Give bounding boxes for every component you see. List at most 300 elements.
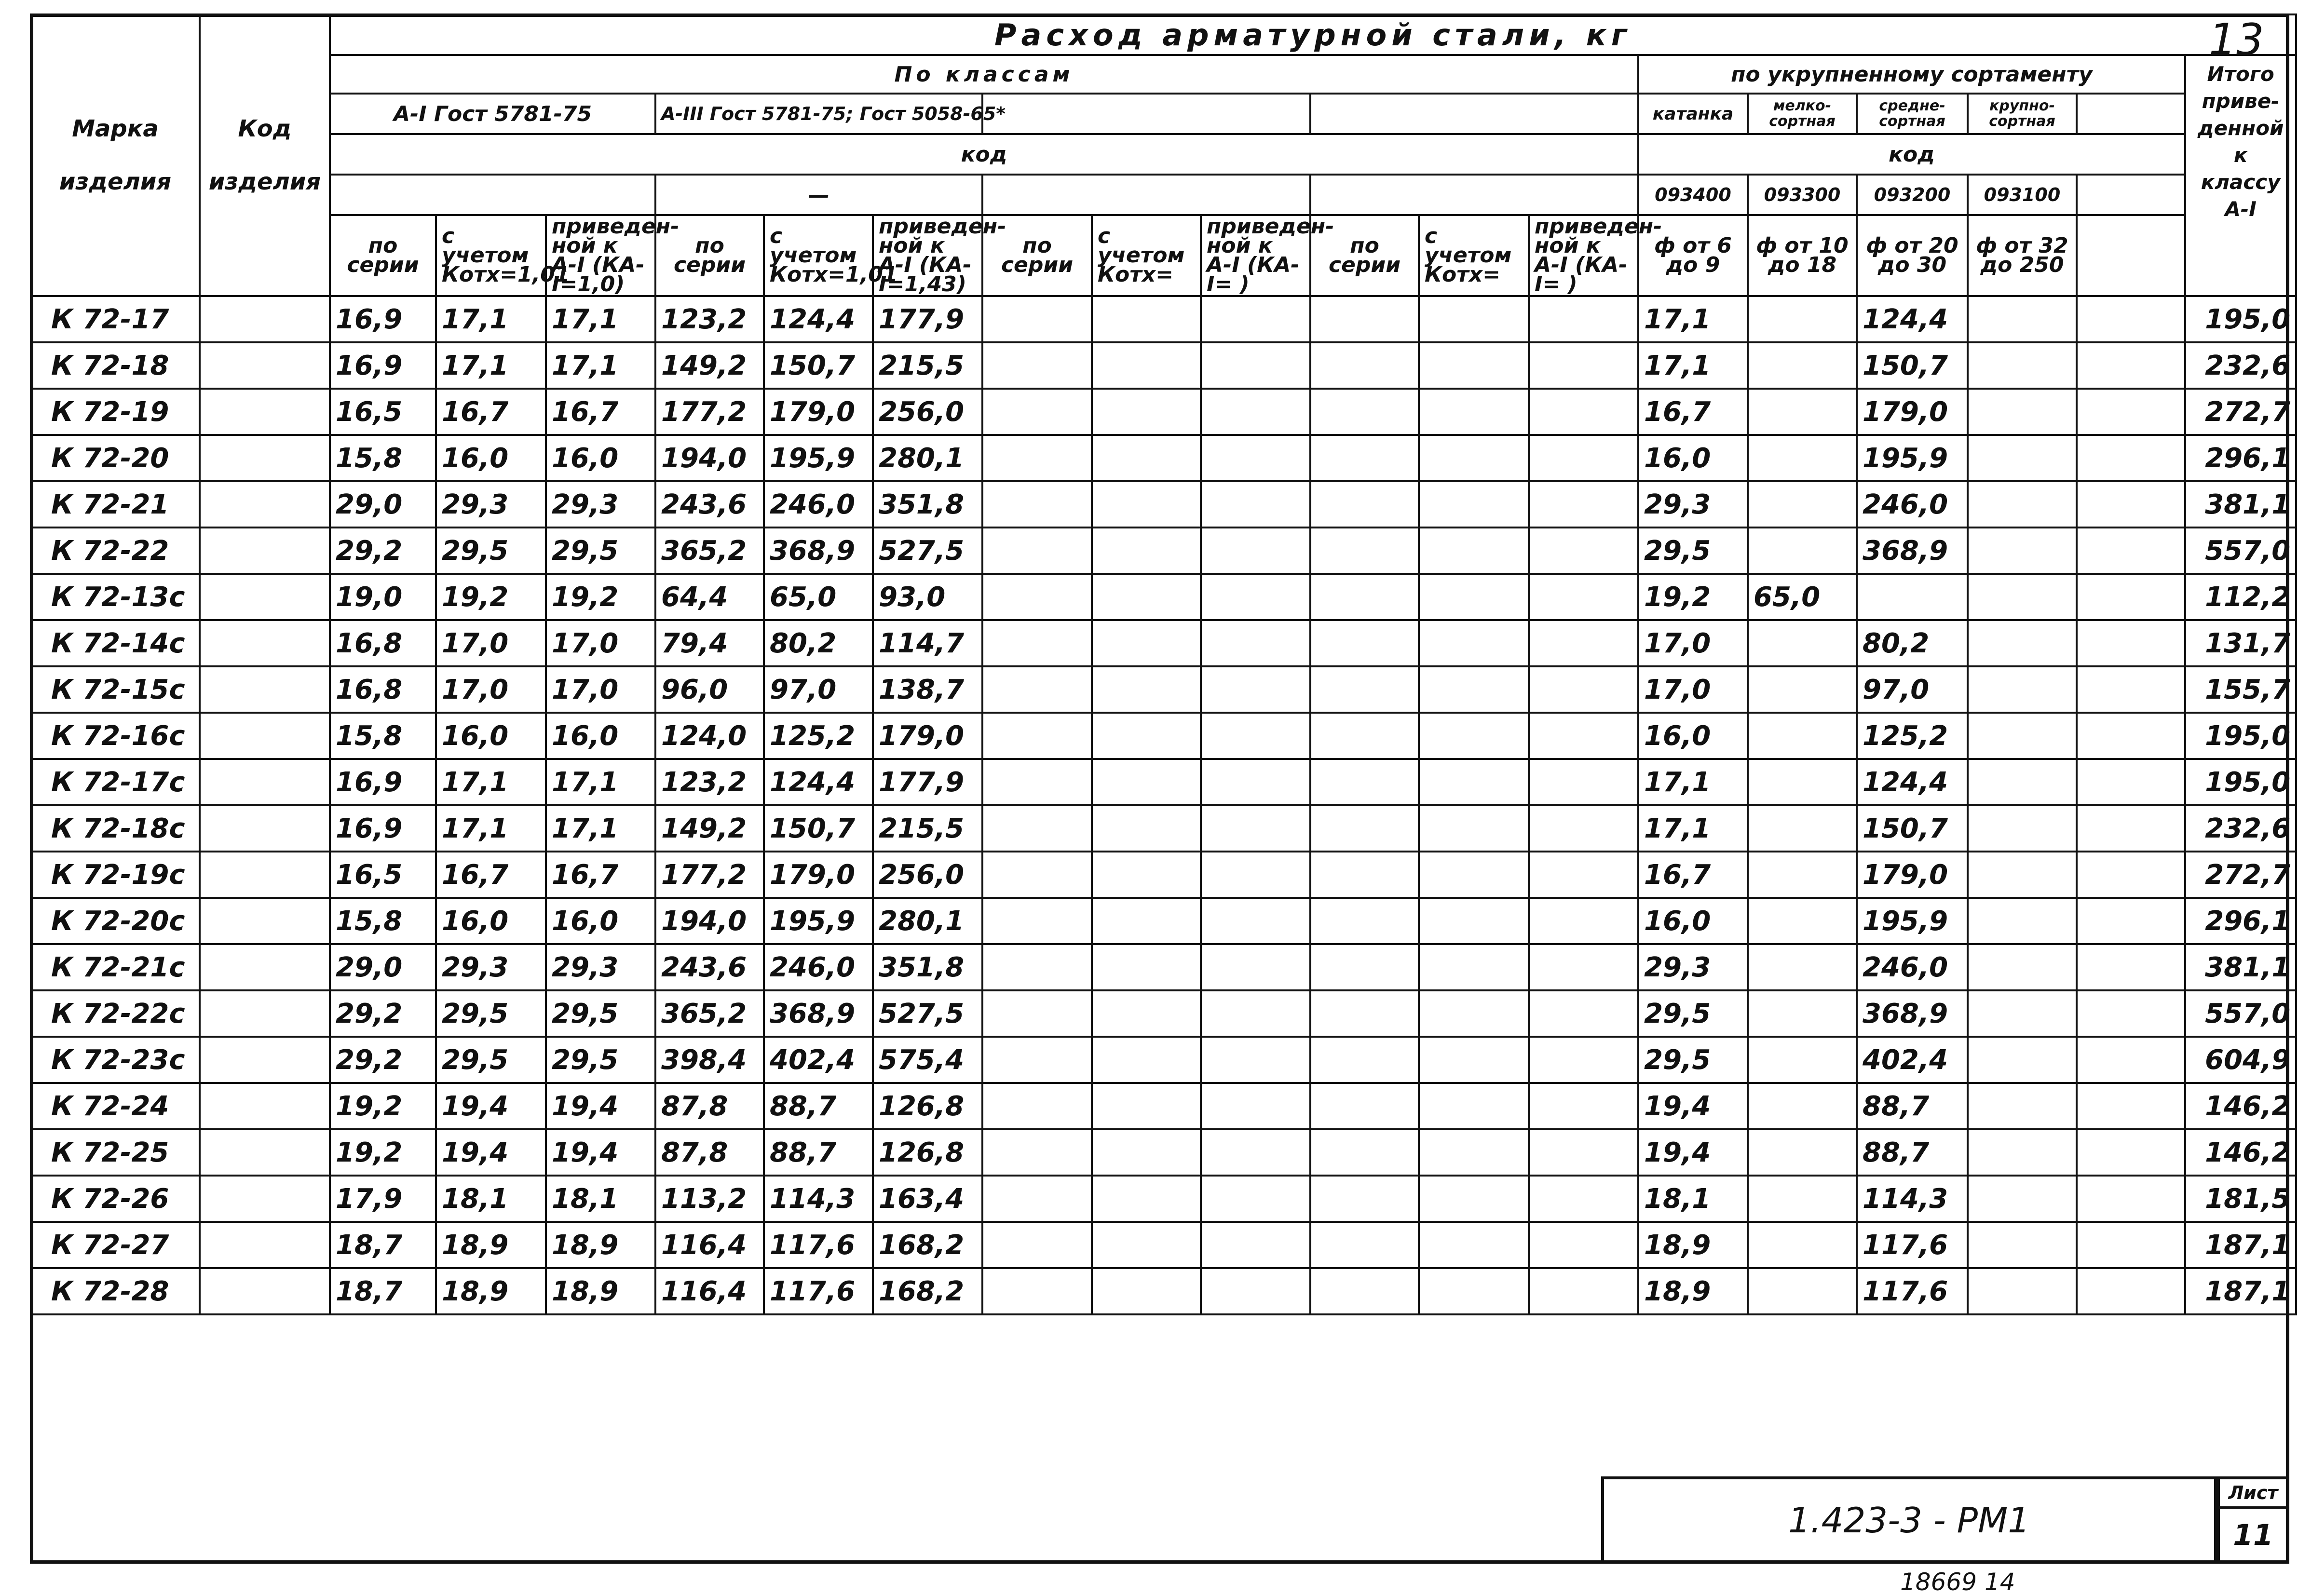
cell-e6 (1529, 1037, 1638, 1083)
code-093100: 093100 (1968, 175, 2077, 215)
cell-e5 (1419, 1222, 1529, 1268)
katanka-header: катанка (1638, 94, 1748, 134)
cell-c1: 16,9 (330, 296, 436, 342)
cell-m (1748, 990, 1857, 1037)
cell-e4 (1310, 898, 1419, 944)
cell-mark: К 72-22 (31, 527, 200, 574)
cell-c3: 17,1 (546, 342, 655, 389)
cell-c2: 29,3 (436, 481, 546, 527)
table-row (31, 1222, 2296, 1268)
cell-s: 179,0 (1857, 852, 1968, 898)
cell-code (200, 1129, 330, 1176)
cell-c6: 168,2 (873, 1268, 982, 1314)
cell-c1: 29,0 (330, 944, 436, 990)
cell-e5 (1419, 435, 1529, 481)
cell-c6: 177,9 (873, 296, 982, 342)
cell-c1: 16,5 (330, 852, 436, 898)
cell-e5 (1419, 342, 1529, 389)
cell-mark: К 72-17 (31, 296, 200, 342)
cell-code (200, 898, 330, 944)
table-row (31, 759, 2296, 805)
cell-c2: 18,1 (436, 1176, 546, 1222)
cell-c4: 177,2 (655, 389, 764, 435)
cell-e1 (982, 759, 1092, 805)
cell-mark: К 72-25 (31, 1129, 200, 1176)
cell-e3 (1201, 435, 1310, 481)
cell-c1: 17,9 (330, 1176, 436, 1222)
cell-c5: 195,9 (764, 435, 873, 481)
assort-empty (2077, 94, 2185, 134)
cell-e4 (1310, 759, 1419, 805)
cell-m (1748, 1083, 1857, 1129)
e2-by-series-header: по серии (1310, 215, 1419, 296)
cell-kr (1968, 296, 2077, 342)
cell-e4 (1310, 481, 1419, 527)
cell-c6: 126,8 (873, 1129, 982, 1176)
cell-kr (1968, 1037, 2077, 1083)
cell-m (1748, 713, 1857, 759)
cell-code (200, 574, 330, 620)
cell-s: 117,6 (1857, 1222, 1968, 1268)
cell-kr (1968, 481, 2077, 527)
cell-e6 (1529, 1268, 1638, 1314)
cell-e5 (1419, 898, 1529, 944)
cell-e1 (982, 1083, 1092, 1129)
cell-c1: 29,0 (330, 481, 436, 527)
cell-c2: 16,0 (436, 435, 546, 481)
cell-c4: 194,0 (655, 435, 764, 481)
cell-x (2077, 1037, 2185, 1083)
cell-c5: 65,0 (764, 574, 873, 620)
cell-m (1748, 527, 1857, 574)
cell-e6 (1529, 852, 1638, 898)
cell-total: 187,1 (2185, 1268, 2296, 1314)
cell-c1: 16,8 (330, 620, 436, 666)
cell-mark: К 72-19с (31, 852, 200, 898)
cell-c5: 80,2 (764, 620, 873, 666)
cell-e3 (1201, 1268, 1310, 1314)
cell-k: 17,1 (1638, 759, 1748, 805)
cell-k: 19,4 (1638, 1083, 1748, 1129)
cell-total: 155,7 (2185, 666, 2296, 713)
cell-x (2077, 296, 2185, 342)
code-header: Код изделия (200, 14, 330, 296)
cell-c2: 17,1 (436, 296, 546, 342)
cell-s: 114,3 (1857, 1176, 1968, 1222)
cell-mark: К 72-26 (31, 1176, 200, 1222)
cell-c6: 138,7 (873, 666, 982, 713)
cell-total: 232,6 (2185, 342, 2296, 389)
cell-e5 (1419, 805, 1529, 852)
cell-e3 (1201, 898, 1310, 944)
cell-c2: 17,1 (436, 759, 546, 805)
cell-code (200, 435, 330, 481)
cell-c1: 16,5 (330, 389, 436, 435)
code-empty (2077, 175, 2185, 215)
cell-code (200, 481, 330, 527)
cell-e6 (1529, 1083, 1638, 1129)
code-093200: 093200 (1857, 175, 1968, 215)
cell-e1 (982, 1222, 1092, 1268)
cell-e5 (1419, 990, 1529, 1037)
cell-c3: 17,0 (546, 666, 655, 713)
cell-e4 (1310, 342, 1419, 389)
cell-code (200, 805, 330, 852)
cell-e3 (1201, 481, 1310, 527)
cell-mark: К 72-19 (31, 389, 200, 435)
cell-kr (1968, 1268, 2077, 1314)
cell-s: 150,7 (1857, 805, 1968, 852)
code-cell-e2 (1310, 175, 1638, 215)
cell-e5 (1419, 389, 1529, 435)
class-a1-header: А-I Гост 5781-75 (330, 94, 655, 134)
cell-c5: 125,2 (764, 713, 873, 759)
cell-mark: К 72-21 (31, 481, 200, 527)
cell-s: 80,2 (1857, 620, 1968, 666)
cell-k: 17,0 (1638, 620, 1748, 666)
cell-c3: 19,2 (546, 574, 655, 620)
cell-c2: 17,0 (436, 666, 546, 713)
title-block-code: 1.423-3 - РМ1 (1601, 1476, 2217, 1564)
cell-c5: 117,6 (764, 1222, 873, 1268)
cell-c3: 16,0 (546, 713, 655, 759)
cell-c4: 116,4 (655, 1268, 764, 1314)
code-cell-a3: — (655, 175, 982, 215)
cell-c1: 15,8 (330, 898, 436, 944)
cell-kr (1968, 898, 2077, 944)
cell-e2 (1092, 1222, 1201, 1268)
cell-m (1748, 898, 1857, 944)
cell-c1: 16,9 (330, 342, 436, 389)
cell-c6: 114,7 (873, 620, 982, 666)
cell-x (2077, 620, 2185, 666)
cell-e2 (1092, 852, 1201, 898)
cell-c5: 88,7 (764, 1129, 873, 1176)
cell-c4: 365,2 (655, 527, 764, 574)
cell-e1 (982, 342, 1092, 389)
cell-e6 (1529, 574, 1638, 620)
cell-k: 17,1 (1638, 296, 1748, 342)
cell-e5 (1419, 527, 1529, 574)
cell-m (1748, 389, 1857, 435)
cell-x (2077, 389, 2185, 435)
cell-c2: 18,9 (436, 1222, 546, 1268)
e2-with-k-header: с учетом Котх= (1419, 215, 1529, 296)
cell-c3: 18,9 (546, 1222, 655, 1268)
cell-c6: 256,0 (873, 389, 982, 435)
cell-e4 (1310, 990, 1419, 1037)
cell-e3 (1201, 296, 1310, 342)
by-assortment-header: по укрупненному сортаменту (1638, 55, 2185, 94)
cell-mark: К 72-15с (31, 666, 200, 713)
cell-e4 (1310, 713, 1419, 759)
cell-m (1748, 296, 1857, 342)
cell-c4: 124,0 (655, 713, 764, 759)
cell-k: 18,9 (1638, 1268, 1748, 1314)
cell-s: 88,7 (1857, 1129, 1968, 1176)
cell-e5 (1419, 666, 1529, 713)
cell-c3: 18,1 (546, 1176, 655, 1222)
cell-x (2077, 1176, 2185, 1222)
cell-e3 (1201, 389, 1310, 435)
cell-e4 (1310, 1268, 1419, 1314)
cell-c5: 150,7 (764, 805, 873, 852)
cell-c6: 280,1 (873, 435, 982, 481)
sheet-number-box (2217, 1476, 2289, 1564)
cell-e1 (982, 898, 1092, 944)
cell-total: 272,7 (2185, 389, 2296, 435)
inventory-number: 18669 14 (1900, 1568, 2015, 1596)
cell-c2: 29,5 (436, 527, 546, 574)
dia-6-9-header: ф от 6 до 9 (1638, 215, 1748, 296)
table-row (31, 1129, 2296, 1176)
a1-with-k-header: с учетом Котх=1,01 (436, 215, 546, 296)
cell-code (200, 1083, 330, 1129)
cell-m (1748, 1037, 1857, 1083)
cell-c2: 16,7 (436, 389, 546, 435)
cell-code (200, 1222, 330, 1268)
cell-x (2077, 852, 2185, 898)
cell-kr (1968, 1176, 2077, 1222)
cell-c3: 17,1 (546, 759, 655, 805)
code-093400: 093400 (1638, 175, 1748, 215)
table-row (31, 481, 2296, 527)
cell-s: 368,9 (1857, 990, 1968, 1037)
cell-code (200, 1268, 330, 1314)
cell-c2: 17,0 (436, 620, 546, 666)
dia-10-18-header: ф от 10 до 18 (1748, 215, 1857, 296)
cell-k: 19,2 (1638, 574, 1748, 620)
table-row (31, 1083, 2296, 1129)
cell-x (2077, 435, 2185, 481)
table-row (31, 898, 2296, 944)
cell-mark: К 72-14с (31, 620, 200, 666)
cell-mark: К 72-18 (31, 342, 200, 389)
cell-e4 (1310, 944, 1419, 990)
cell-e1 (982, 435, 1092, 481)
cell-e5 (1419, 1083, 1529, 1129)
cell-c4: 365,2 (655, 990, 764, 1037)
cell-c5: 246,0 (764, 944, 873, 990)
cell-kr (1968, 713, 2077, 759)
cell-mark: К 72-28 (31, 1268, 200, 1314)
cell-k: 29,5 (1638, 1037, 1748, 1083)
cell-c1: 29,2 (330, 990, 436, 1037)
table-row (31, 389, 2296, 435)
cell-c2: 16,0 (436, 713, 546, 759)
cell-total: 557,0 (2185, 990, 2296, 1037)
cell-c4: 243,6 (655, 481, 764, 527)
cell-e6 (1529, 1129, 1638, 1176)
cell-c1: 18,7 (330, 1222, 436, 1268)
cell-x (2077, 1129, 2185, 1176)
cell-c3: 17,0 (546, 620, 655, 666)
cell-x (2077, 805, 2185, 852)
cell-c1: 15,8 (330, 435, 436, 481)
cell-k: 16,0 (1638, 713, 1748, 759)
cell-e1 (982, 1037, 1092, 1083)
cell-e3 (1201, 990, 1310, 1037)
cell-c4: 398,4 (655, 1037, 764, 1083)
cell-c5: 124,4 (764, 759, 873, 805)
cell-e2 (1092, 666, 1201, 713)
class-empty-2 (1310, 94, 1638, 134)
cell-k: 16,0 (1638, 898, 1748, 944)
cell-c3: 29,5 (546, 1037, 655, 1083)
cell-total: 557,0 (2185, 527, 2296, 574)
cell-total: 232,6 (2185, 805, 2296, 852)
cell-e1 (982, 1176, 1092, 1222)
cell-s: 124,4 (1857, 759, 1968, 805)
cell-e1 (982, 574, 1092, 620)
by-classes-header: По классам (330, 55, 1638, 94)
cell-e5 (1419, 1268, 1529, 1314)
cell-e6 (1529, 713, 1638, 759)
sheet-label: Лист (2220, 1479, 2286, 1509)
cell-c3: 16,0 (546, 435, 655, 481)
cell-e3 (1201, 944, 1310, 990)
cell-c4: 177,2 (655, 852, 764, 898)
code-cell-a1 (330, 175, 655, 215)
cell-mark: К 72-20 (31, 435, 200, 481)
table-row (31, 620, 2296, 666)
cell-c2: 17,1 (436, 342, 546, 389)
cell-e6 (1529, 759, 1638, 805)
cell-c2: 16,0 (436, 898, 546, 944)
cell-total: 195,0 (2185, 296, 2296, 342)
cell-c6: 575,4 (873, 1037, 982, 1083)
cell-e2 (1092, 759, 1201, 805)
cell-k: 29,3 (1638, 481, 1748, 527)
table-row (31, 574, 2296, 620)
cell-c4: 123,2 (655, 759, 764, 805)
cell-x (2077, 1222, 2185, 1268)
cell-c3: 29,3 (546, 944, 655, 990)
cell-e1 (982, 389, 1092, 435)
cell-c1: 15,8 (330, 713, 436, 759)
cell-e6 (1529, 527, 1638, 574)
cell-e4 (1310, 1176, 1419, 1222)
cell-s: 97,0 (1857, 666, 1968, 713)
cell-m (1748, 1129, 1857, 1176)
cell-e5 (1419, 852, 1529, 898)
cell-c3: 16,7 (546, 852, 655, 898)
a1-by-series-header: по серии (330, 215, 436, 296)
cell-m (1748, 1268, 1857, 1314)
cell-c1: 16,8 (330, 666, 436, 713)
cell-kr (1968, 435, 2077, 481)
cell-c6: 168,2 (873, 1222, 982, 1268)
cell-c6: 215,5 (873, 805, 982, 852)
cell-e3 (1201, 574, 1310, 620)
cell-c4: 64,4 (655, 574, 764, 620)
cell-x (2077, 713, 2185, 759)
cell-e2 (1092, 990, 1201, 1037)
cell-m (1748, 759, 1857, 805)
cell-total: 195,0 (2185, 759, 2296, 805)
cell-e3 (1201, 666, 1310, 713)
cell-c2: 29,3 (436, 944, 546, 990)
cell-e4 (1310, 1037, 1419, 1083)
cell-c5: 88,7 (764, 1083, 873, 1129)
table-row (31, 527, 2296, 574)
cell-e5 (1419, 620, 1529, 666)
cell-e1 (982, 620, 1092, 666)
cell-e6 (1529, 481, 1638, 527)
cell-kr (1968, 759, 2077, 805)
cell-c5: 368,9 (764, 990, 873, 1037)
e2-reduced-header: приведен-ной к А-I (КА-I= ) (1529, 215, 1638, 296)
cell-c4: 243,6 (655, 944, 764, 990)
cell-s: 179,0 (1857, 389, 1968, 435)
cell-e6 (1529, 805, 1638, 852)
cell-s: 125,2 (1857, 713, 1968, 759)
cell-c6: 527,5 (873, 527, 982, 574)
e1-reduced-header: приведен-ной к А-I (КА-I= ) (1201, 215, 1310, 296)
cell-kr (1968, 1222, 2077, 1268)
cell-k: 19,4 (1638, 1129, 1748, 1176)
cell-x (2077, 527, 2185, 574)
cell-code (200, 296, 330, 342)
cell-kr (1968, 1083, 2077, 1129)
a1-reduced-header: приведен-ной к А-I (КА-I=1,0) (546, 215, 655, 296)
cell-e2 (1092, 296, 1201, 342)
cell-x (2077, 990, 2185, 1037)
cell-e4 (1310, 527, 1419, 574)
table-row (31, 342, 2296, 389)
cell-c5: 97,0 (764, 666, 873, 713)
e1-by-series-header: по серии (982, 215, 1092, 296)
cell-total: 187,1 (2185, 1222, 2296, 1268)
cell-total: 272,7 (2185, 852, 2296, 898)
cell-e3 (1201, 620, 1310, 666)
dia-empty-header (2077, 215, 2185, 296)
cell-kr (1968, 389, 2077, 435)
cell-e2 (1092, 1083, 1201, 1129)
cell-k: 16,0 (1638, 435, 1748, 481)
cell-c5: 124,4 (764, 296, 873, 342)
cell-c6: 177,9 (873, 759, 982, 805)
cell-c2: 19,4 (436, 1129, 546, 1176)
cell-c4: 87,8 (655, 1083, 764, 1129)
cell-total: 381,1 (2185, 944, 2296, 990)
cell-x (2077, 666, 2185, 713)
cell-total: 146,2 (2185, 1129, 2296, 1176)
cell-s: 402,4 (1857, 1037, 1968, 1083)
cell-e5 (1419, 574, 1529, 620)
cell-e1 (982, 852, 1092, 898)
cell-e3 (1201, 1176, 1310, 1222)
cell-total: 296,1 (2185, 435, 2296, 481)
cell-m (1748, 1222, 1857, 1268)
cell-mark: К 72-22с (31, 990, 200, 1037)
cell-e2 (1092, 1268, 1201, 1314)
krupno-header: крупно-сортная (1968, 94, 2077, 134)
cell-e3 (1201, 527, 1310, 574)
cell-mark: К 72-13с (31, 574, 200, 620)
cell-e6 (1529, 342, 1638, 389)
cell-e5 (1419, 481, 1529, 527)
cell-s: 88,7 (1857, 1083, 1968, 1129)
cell-c3: 29,5 (546, 527, 655, 574)
cell-mark: К 72-24 (31, 1083, 200, 1129)
cell-k: 16,7 (1638, 852, 1748, 898)
cell-m (1748, 342, 1857, 389)
cell-c6: 179,0 (873, 713, 982, 759)
cell-kr (1968, 342, 2077, 389)
cell-e4 (1310, 435, 1419, 481)
table-row (31, 852, 2296, 898)
